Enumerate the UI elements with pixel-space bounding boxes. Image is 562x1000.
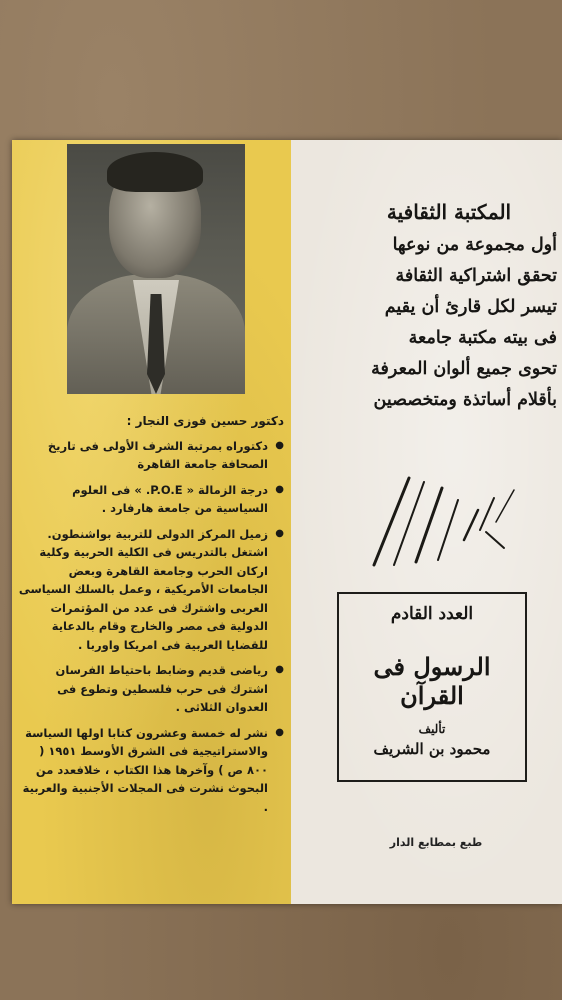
bio-item: ● دكتوراه بمرتبة الشرف الأولى فى تاريخ الصحافة جامعة القاهرة <box>18 437 284 474</box>
next-issue-by: تأليف <box>418 722 446 736</box>
bio-item: ● زميل المركز الدولى للتربية بواشنطون. اشتغل بالتدريس فى الكلية الحربية وكلية اركان الحرب وجامعة القاهرة وبعض الجامعات الأمريكية ، وعمل بالسلك السياسى العربى واشترك فى عدد من المؤتمرات الدولية فى مصر والخارج وقام بالدعاية للقضايا العربية فى امريكا واوربا . <box>18 525 284 655</box>
printer-credit: طبع بمطابع الدار <box>389 836 483 849</box>
author-portrait-photo <box>67 144 245 394</box>
yellow-panel <box>12 140 291 904</box>
portrait-hair <box>107 152 203 192</box>
next-issue-author: محمود بن الشريف <box>373 740 491 758</box>
series-name: المكتبة الثقافية <box>386 200 512 224</box>
white-panel <box>291 140 562 904</box>
bio-item: ● رياضى قديم وضابط باحتياط الفرسان اشترك فى حرب فلسطين وتطوع فى العدوان الثلاثى . <box>18 661 284 717</box>
next-issue-label: العدد القادم <box>390 604 474 624</box>
series-line: بأقلام أساتذة ومتخصصين <box>373 390 557 410</box>
series-line: تيسر لكل قارئ أن يقيم <box>384 297 557 317</box>
booklet-back-cover <box>12 140 562 904</box>
author-bio-list <box>18 437 284 817</box>
brush-stroke-ornament <box>354 470 524 570</box>
series-line: أول مجموعة من نوعها <box>392 235 557 255</box>
author-bio <box>18 412 284 823</box>
series-blurb <box>341 200 557 416</box>
next-issue-box <box>337 592 527 782</box>
series-line: فى بيته مكتبة جامعة <box>408 328 557 348</box>
author-name-heading: دكتور حسين فوزى النجار : <box>126 414 284 428</box>
next-issue-title: الرسول فى القرآن <box>373 652 491 710</box>
series-line: تحقق اشتراكية الثقافة <box>395 266 557 286</box>
bio-item: ● درجة الزمالة « P.O.E. » فى العلوم السياسية من جامعة هارفارد . <box>18 481 284 518</box>
series-line: تحوى جميع ألوان المعرفة <box>371 359 557 379</box>
bio-item: ● نشر له خمسة وعشرون كتابا اولها السياسة والاستراتيجية فى الشرق الأوسط ١٩٥١ ( ٨٠٠ ص ) وآخرها هذا الكتاب ، خلافعدد من البحوث نشرت فى المجلات الأجنبية والعربية . <box>18 724 284 817</box>
